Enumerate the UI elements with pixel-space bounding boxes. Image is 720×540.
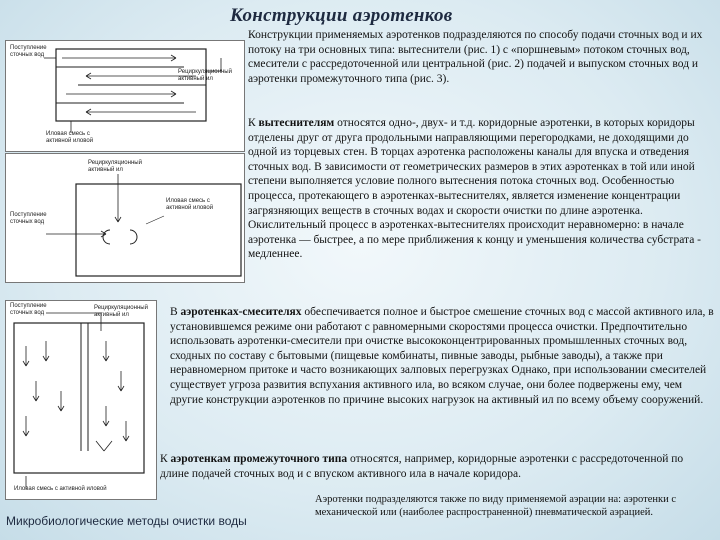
paragraph-mixer bbox=[170, 305, 714, 407]
p4-term: аэротенкам промежуточного типа bbox=[170, 453, 348, 465]
p3-body: обеспечивается полное и быстрое смешение сточных вод с массой активного ила, в установившемся режиме они работают с равномерными скоростями процесса очистки. Предпочтительно использовать аэротенки-смесители при очистке высококонцентрированных промышленных сточных вод, сходных по составу с бытовыми (пищевые комбинаты, пивные заводы, рыбные заводы), а также при неравномерном притоке и часто возникающих залповых перегрузках Однако, при использовании смесителей существует угроза развития вспухания активного ила, во всяком случае, они более подвержены ему, чем другие конструкции аэротенков по причине высоких нагрузок на активный ил по всему объему сооружений. bbox=[170, 306, 714, 406]
footer-caption: Микробиологические методы очистки воды bbox=[6, 514, 247, 528]
paragraph-intro: Конструкции применяемых аэротенков подразделяются по способу подачи сточных вод и их потоку на три основных типа: вытеснители (рис. 1) с «поршневым» потоком сточных вод, смесители с рассредоточенной или центральной (рис. 2) подачей и выпуском сточных вод и аэротенки промежуточного типа (рис. 3). bbox=[248, 29, 703, 85]
p3-prefix: В bbox=[170, 306, 181, 318]
fig3-inlet-label: Поступление сточных вод bbox=[10, 303, 47, 316]
fig2-outlet-label: Иловая смесь с активной иловой bbox=[166, 198, 214, 211]
fig2-inlet-label: Поступление сточных вод bbox=[10, 212, 47, 225]
fig3-recirc-label: Рециркуляционный активный ил bbox=[94, 305, 148, 318]
figure-3-intermediate-tank bbox=[5, 300, 157, 500]
p2-body: относятся одно-, двух- и т.д. коридорные аэротенки, в которых коридоры отделены друг от друга продольными направляющими перегородками, не доходящими до одной из торцевых стен. В торцах аэротенка расположены каналы для впуска и отведения сточных вод. В зависимости от геометрических размеров в этих аэротенках в той или иной степени выполняется условие полного вытеснения потока сточных вод. Особенностью процесса, протекающего в аэротенках-вытеснителях, является изменение концентрации загрязняющих веществ в сточных водах и скорости очистки по длине аэротенка. Окислительный процесс в аэротенках-вытеснителях происходит неравномерно: в начале аэротенка — быстрее, а по мере приближения к концу и уменьшения количества субстрата - медленнее. bbox=[248, 117, 702, 261]
fig3-outlet-label: Иловая смесь с активной иловой bbox=[14, 486, 107, 492]
p4-body: относятся, например, коридорные аэротенки с рассредоточенной по длине подачей сточных вод и с впуском активного ила в начале коридора. bbox=[160, 453, 684, 480]
fig1-inlet-label: Поступление сточных вод bbox=[10, 45, 47, 58]
figure-3-diagram bbox=[6, 301, 156, 499]
slide-title: Конструкции аэротенков bbox=[230, 5, 453, 26]
p3-term: аэротенках-смесителях bbox=[180, 306, 302, 318]
figure-2-mixer-tank bbox=[5, 153, 245, 283]
p4-prefix: К bbox=[160, 453, 171, 465]
paragraph-displacement bbox=[248, 116, 714, 262]
fig1-outlet-label: Иловая смесь с активной иловой bbox=[46, 131, 94, 144]
paragraph-aeration: Аэротенки подразделяются также по виду применяемой аэрации на: аэротенки с механической или (наиболее распространенной) пневматической аэрацией. bbox=[315, 494, 677, 518]
figure-1-displacement-tank bbox=[5, 40, 245, 152]
p2-term: вытеснителям bbox=[258, 117, 335, 129]
p2-prefix: К bbox=[248, 117, 259, 129]
fig2-recirc-label: Рециркуляционный активный ил bbox=[88, 160, 142, 173]
fig1-recirc-label: Рециркуляционный активный ил bbox=[178, 69, 232, 82]
paragraph-intermediate bbox=[160, 452, 710, 481]
